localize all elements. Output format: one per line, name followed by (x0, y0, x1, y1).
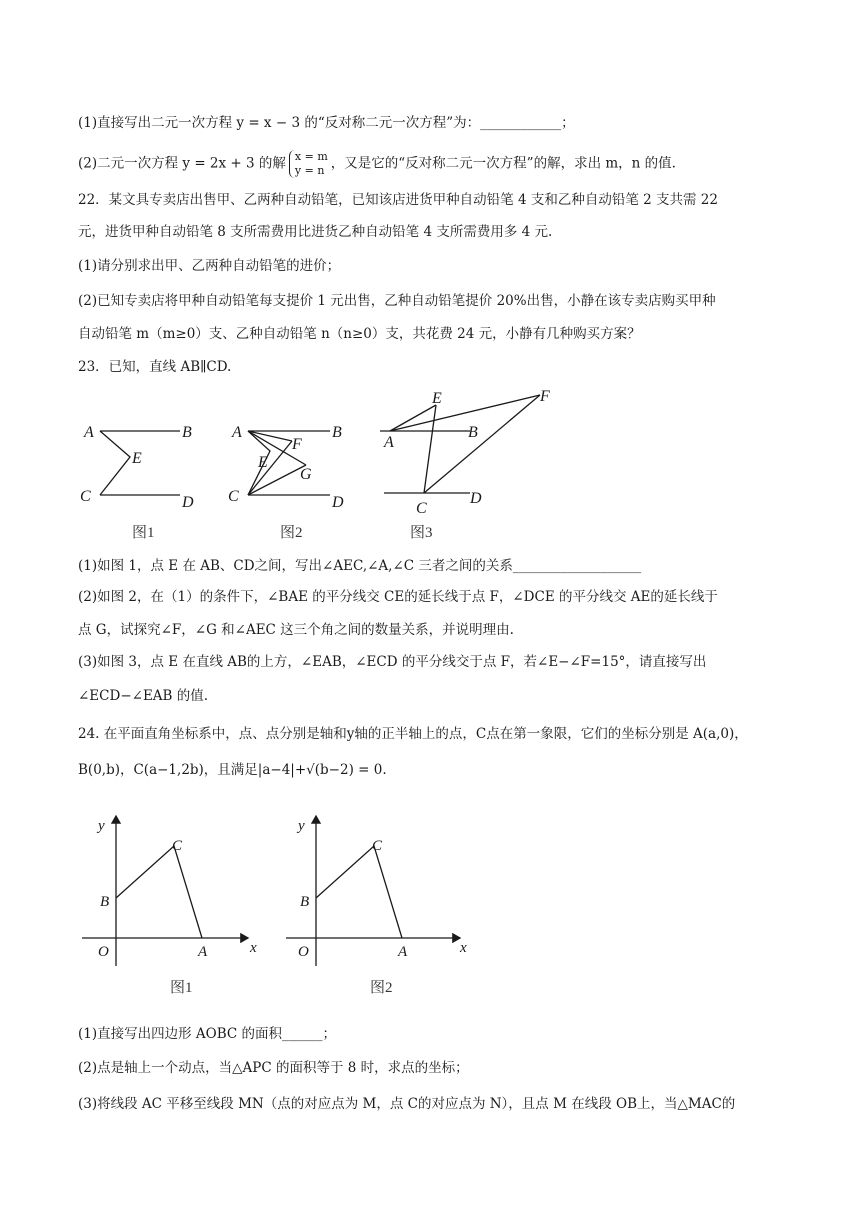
q21-part2-text-a: (2)二元一次方程 y = 2x + 3 的解 (78, 155, 286, 172)
figure-24-svg (78, 808, 498, 1008)
fig23-2-label: G (300, 466, 312, 483)
fig23-2-label: F (292, 436, 302, 453)
fig23-2-label: A (232, 424, 242, 441)
q23-stem: 23．已知，直线 AB∥CD. (78, 359, 232, 375)
fig24-1-label: C (172, 838, 183, 854)
fig24-2-label: A (398, 944, 408, 960)
system-line-2: y = n (294, 164, 325, 177)
fig23-1-label: D (182, 494, 194, 511)
fig24-1-label: O (98, 944, 109, 960)
fig23-3-label: E (432, 390, 442, 407)
q23-part1: (1)如图 1，点 E 在 AB、CD之间，写出∠AEC,∠A,∠C 三者之间的关系___________________ (78, 558, 642, 574)
fig23-2-label: C (228, 488, 239, 505)
q22-part2-line1: (2)已知专卖店将甲种自动铅笔每支提价 1 元出售，乙种自动铅笔提价 20%出售，小静在该专卖店购买甲种 (78, 293, 716, 309)
fig23-3-label: D (470, 490, 482, 507)
q24-part2: (2)点是轴上一个动点，当△APC 的面积等于 8 时，求点的坐标； (78, 1060, 469, 1076)
fig23-3-label: F (540, 388, 550, 405)
fig23-caption: 图3 (410, 525, 433, 541)
fig24-1-label: x (250, 940, 257, 956)
figure-23 (70, 385, 570, 545)
figure-23-svg (70, 385, 570, 545)
fig24-2-label: C (372, 838, 383, 854)
fig23-3-label: C (416, 500, 427, 517)
q21-part2-text-b: ，又是它的“反对称二元一次方程”的解，求出 m，n 的值. (330, 155, 676, 172)
q24-stem-line2: B(0,b)，C(a−1,2b)，且满足|a−4|+√(b−2) = 0. (78, 762, 387, 778)
q22-part1: (1)请分别求出甲、乙两种自动铅笔的进价； (78, 258, 341, 274)
q21-part2 (78, 150, 676, 178)
fig24-1-label: y (98, 818, 105, 834)
fig23-2-label: D (332, 494, 344, 511)
fig23-3-label: A (384, 434, 394, 451)
fig24-1-label: A (198, 944, 208, 960)
fig23-1-label: B (182, 424, 192, 441)
fig23-1-label: A (84, 424, 94, 441)
fig24-1-label: B (100, 894, 110, 910)
fig24-2-label: O (298, 944, 309, 960)
equation-system (289, 150, 328, 178)
q24-stem-line1: 24. 在平面直角坐标系中，点、点分别是轴和y轴的正半轴上的点，C点在第一象限，它们的坐标分别是 A(a,0)， (78, 726, 748, 742)
q22-stem-line2: 元，进货甲种自动铅笔 8 支所需费用比进货乙种自动铅笔 4 支所需费用多 4 元. (78, 224, 553, 240)
system-line-1: x = m (294, 150, 328, 163)
q24-part3: (3)将线段 AC 平移至线段 MN（点的对应点为 M，点 C的对应点为 N），且点 M 在线段 OB上，当△MAC的 (78, 1096, 736, 1112)
q23-part2-line1: (2)如图 2，在（1）的条件下，∠BAE 的平分线交 CE的延长线于点 F，∠DCE 的平分线交 AE的延长线于 (78, 589, 718, 605)
fig24-2-label: y (298, 818, 305, 834)
q24-part1: (1)直接写出四边形 AOBC 的面积______； (78, 1026, 337, 1042)
q23-part3-line2: ∠ECD−∠EAB 的值. (78, 688, 209, 704)
q22-stem-line1: 22．某文具专卖店出售甲、乙两种自动铅笔，已知该店进货甲种自动铅笔 4 支和乙种自动铅笔 2 支共需 22 (78, 192, 718, 208)
fig23-caption: 图1 (132, 525, 155, 541)
figure-24 (78, 808, 498, 1008)
q23-part2-line2: 点 G，试探究∠F，∠G 和∠AEC 这三个角之间的数量关系，并说明理由. (78, 622, 514, 638)
fig23-caption: 图2 (280, 525, 303, 541)
q21-part1: (1)直接写出二元一次方程 y = x − 3 的“反对称二元一次方程”为：____________； (78, 115, 575, 131)
fig24-caption: 图2 (370, 980, 393, 996)
fig24-2-label: x (460, 940, 467, 956)
fig24-2-label: B (300, 894, 310, 910)
fig23-2-label: E (258, 454, 268, 471)
fig24-caption: 图1 (170, 980, 193, 996)
fig23-3-label: B (468, 424, 478, 441)
fig23-1-label: E (132, 450, 142, 467)
q23-part3-line1: (3)如图 3，点 E 在直线 AB的上方，∠EAB，∠ECD 的平分线交于点 F，若∠E−∠F=15°，请直接写出 (78, 654, 707, 670)
fig23-2-label: B (332, 424, 342, 441)
fig23-1-label: C (80, 488, 91, 505)
q22-part2-line2: 自动铅笔 m（m≥0）支、乙种自动铅笔 n（n≥0）支，共花费 24 元，小静有几种购买方案？ (78, 326, 641, 342)
